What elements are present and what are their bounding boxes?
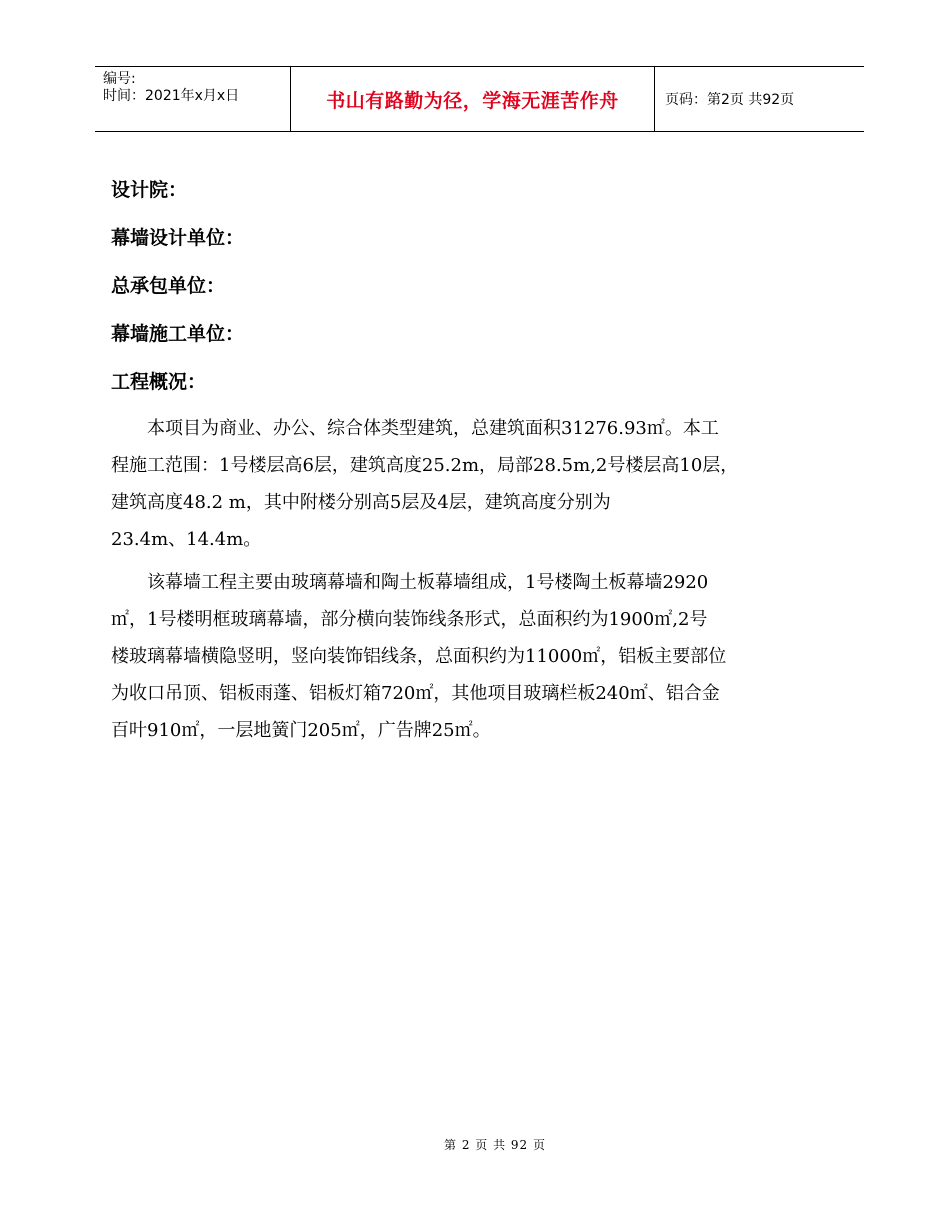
page-footer (0, 1136, 950, 1153)
field-curtain-wall-designer: 幕墙设计单位： (111, 227, 245, 249)
field-design-institute: 设计院： (111, 179, 188, 201)
header-motto-cell (291, 67, 655, 131)
document-body (111, 170, 841, 749)
header-motto: 书山有路勤为径，学海无涯苦作舟 (326, 89, 619, 112)
paragraph-line: ㎡，1号楼明框玻璃幕墙，部分横向装饰线条形式，总面积约为1900㎡,2号 (111, 609, 708, 630)
paragraph-project-scope (111, 410, 841, 558)
paragraph-line: 23.4m、14.4m。 (111, 529, 262, 550)
header-meta-cell (95, 67, 291, 131)
field-project-overview: 工程概况： (111, 371, 207, 393)
header-page-cell (655, 67, 864, 131)
paragraph-curtain-wall-details (111, 564, 841, 749)
paragraph-line: 为收口吊顶、铝板雨蓬、铝板灯箱720㎡，其他项目玻璃栏板240㎡、铝合金 (111, 683, 720, 704)
paragraph-line: 百叶910㎡，一层地簧门205㎡，广告牌25㎡。 (111, 720, 491, 741)
footer-page-number: 第 2 页 共 92 页 (444, 1138, 546, 1152)
paragraph-line: 本项目为商业、办公、综合体类型建筑，总建筑面积31276.93㎡。本工 (147, 418, 719, 439)
paragraph-line: 该幕墙工程主要由玻璃幕墙和陶土板幕墙组成，1号楼陶土板幕墙2920 (147, 572, 709, 593)
field-curtain-wall-constructor: 幕墙施工单位： (111, 323, 245, 345)
paragraph-line: 建筑高度48.2 m，其中附楼分别高5层及4层，建筑高度分别为 (111, 492, 611, 513)
document-number-label: 编号: (103, 71, 136, 87)
document-time-label: 时间：2021年x月x日 (103, 88, 240, 104)
paragraph-line: 楼玻璃幕墙横隐竖明，竖向装饰铝线条，总面积约为11000㎡，铝板主要部位 (111, 646, 727, 667)
header-page-info: 页码：第2页 共92页 (665, 92, 795, 108)
paragraph-line: 程施工范围：1号楼层高6层，建筑高度25.2m，局部28.5m,2号楼层高10层， (111, 455, 739, 476)
field-general-contractor: 总承包单位： (111, 275, 226, 297)
page-header (95, 66, 864, 132)
